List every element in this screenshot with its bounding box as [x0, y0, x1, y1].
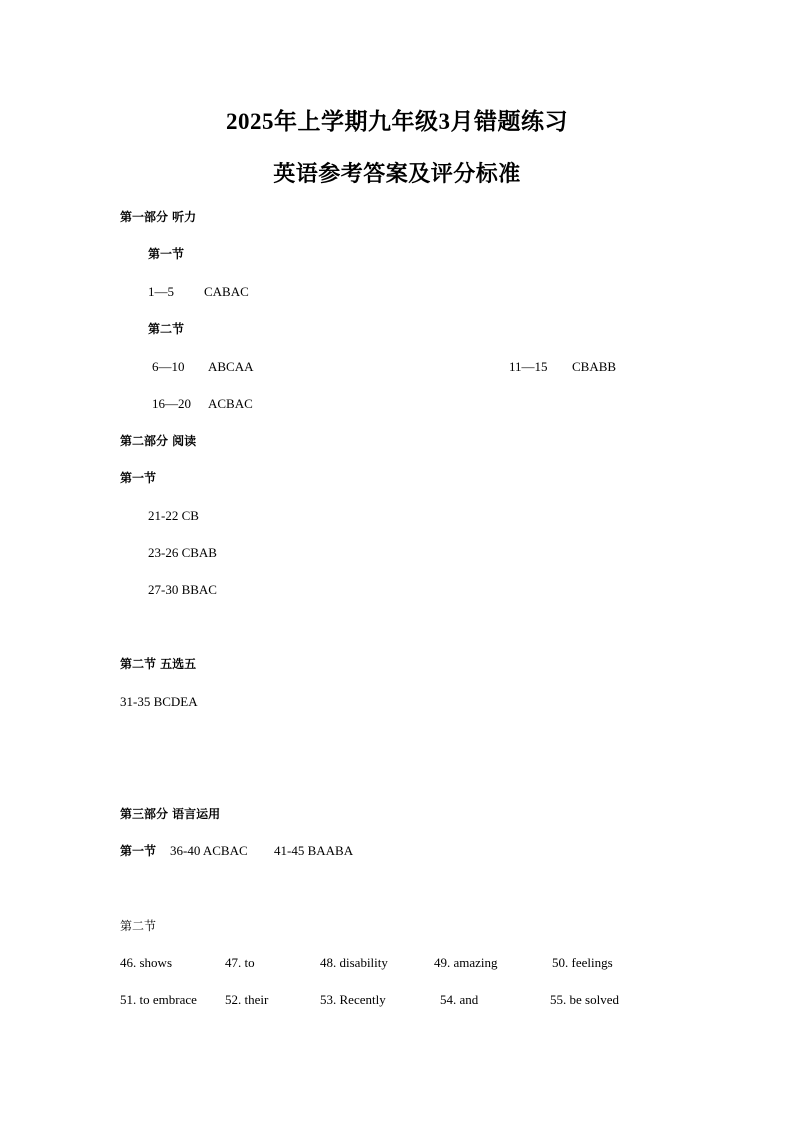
fill-answer: 52. their: [225, 992, 269, 1007]
fill-answer: 51. to embrace: [120, 992, 197, 1007]
fill-answer: 50. feelings: [552, 955, 613, 970]
part3-heading: 第三部分 语言运用: [120, 807, 221, 821]
part1-sec1-range: 1—5: [148, 284, 174, 299]
part1-sec2-heading: 第二节: [148, 322, 185, 336]
fill-answer: 53. Recently: [320, 992, 386, 1007]
part3-sec2-heading: 第二节: [120, 919, 157, 933]
part1-sec2-range: 16—20: [152, 396, 191, 411]
fill-answer: 54. and: [440, 992, 479, 1007]
part1-sec2-range: 11—15: [509, 359, 548, 374]
part1-sec2-answers: ACBAC: [208, 396, 253, 411]
part2-heading: 第二部分 阅读: [120, 434, 197, 448]
fill-answer: 46. shows: [120, 955, 173, 970]
page-subtitle: 英语参考答案及评分标准: [273, 161, 521, 186]
part3-sec1-heading: 第一节: [120, 844, 157, 858]
fill-answer: 47. to: [225, 955, 255, 970]
answer-group: 41-45 BAABA: [274, 843, 354, 858]
part1-sec1-answers: CABAC: [204, 284, 249, 299]
answer-line: 21-22 CB: [148, 508, 199, 523]
answer-group: 36-40 ACBAC: [170, 843, 248, 858]
part1-sec2-answers: CBABB: [572, 359, 617, 374]
fill-answer: 55. be solved: [550, 992, 619, 1007]
part2-sec1-heading: 第一节: [120, 471, 157, 485]
fill-answer: 49. amazing: [434, 955, 498, 970]
page-title: 2025年上学期九年级3月错题练习: [226, 109, 568, 134]
answer-line: 23-26 CBAB: [148, 545, 217, 560]
answer-line: 31-35 BCDEA: [120, 694, 198, 709]
part1-heading: 第一部分 听力: [120, 210, 197, 224]
part1-sec1-heading: 第一节: [148, 247, 185, 261]
fill-answer: 48. disability: [320, 955, 388, 970]
part1-sec2-range: 6—10: [152, 359, 185, 374]
part2-sec2-heading: 第二节 五选五: [120, 657, 197, 671]
part1-sec2-answers: ABCAA: [208, 359, 254, 374]
answer-line: 27-30 BBAC: [148, 582, 217, 597]
